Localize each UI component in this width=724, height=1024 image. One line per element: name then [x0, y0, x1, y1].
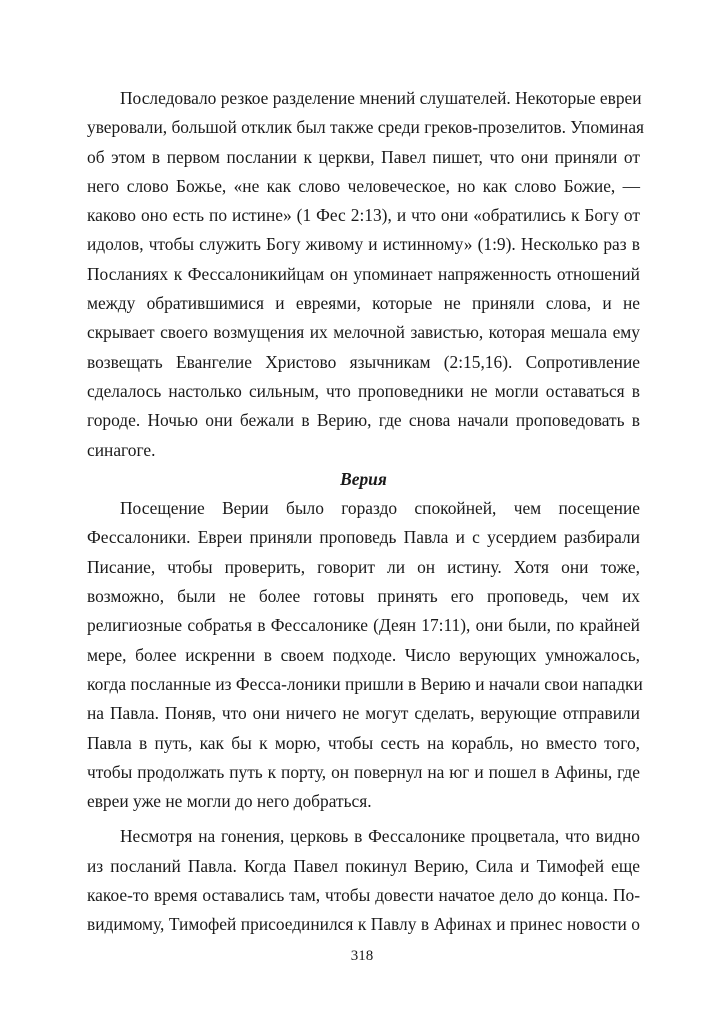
- text-line: видимому, Тимофей присоединился к Павлу в Афинах и принес новости о: [87, 914, 640, 935]
- text-line: Посланиях к Фессалоникийцам он упоминает напряженность отношений: [87, 263, 640, 284]
- text-line: Фессалоники. Евреи приняли проповедь Павла и с усердием разбирали: [87, 527, 640, 548]
- paragraph-3: [87, 822, 640, 939]
- text-line: каково оно есть по истине» (1 Фес 2:13), и что они «обратились к Богу от: [87, 205, 640, 226]
- text-line: из посланий Павла. Когда Павел покинул Верию, Сила и Тимофей еще: [87, 855, 640, 876]
- text-line: Посещение Верии было гораздо спокойней, чем посещение: [120, 498, 640, 519]
- text-line: возможно, были не более готовы принять его проповедь, чем их: [87, 586, 640, 607]
- text-line: сделалось настолько сильным, что проповедники не могли оставаться в: [87, 380, 640, 401]
- text-line: когда посланные из Фесса-лоники пришли в Верию и начали свои нападки: [87, 673, 643, 694]
- text-line: об этом в первом послании к церкви, Павел пишет, что они приняли от: [87, 146, 640, 167]
- text-line: городе. Ночью они бежали в Верию, где снова начали проповедовать в: [87, 410, 640, 431]
- text-line: какое-то время оставались там, чтобы довести начатое дело до конца. По-: [87, 885, 640, 906]
- text-line: возвещать Евангелие Христово язычникам (2:15,16). Сопротивление: [87, 351, 640, 372]
- text-line: синагоге.: [87, 439, 156, 460]
- text-line: Последовало резкое разделение мнений слушателей. Некоторые евреи: [120, 88, 642, 108]
- text-line: на Павла. Поняв, что они ничего не могут сделать, верующие отправили: [87, 703, 640, 724]
- section-heading: Верия: [340, 468, 387, 489]
- text-line: между обратившимися и евреями, которые не приняли слова, и не: [87, 293, 640, 314]
- text-line: скрывает своего возмущения их мелочной завистью, которая мешала ему: [87, 322, 640, 343]
- page-body: [87, 84, 645, 940]
- text-line: религиозные собратья в Фессалонике (Деян 17:11), они были, по крайней: [87, 615, 640, 636]
- text-line: Павла в путь, как бы к морю, чтобы сесть на корабль, но вместо того,: [87, 732, 640, 753]
- text-line: него слово Божье, «не как слово человеческое, но как слово Божие, —: [87, 175, 640, 196]
- paragraph-1: [87, 84, 645, 465]
- text-line: чтобы продолжать путь к порту, он повернул на юг и пошел в Афины, где: [87, 761, 640, 782]
- text-line: идолов, чтобы служить Богу живому и истинному» (1:9). Несколько раз в: [87, 234, 640, 255]
- text-line: мере, более искренни в своем подходе. Число верующих умножалось,: [87, 644, 640, 665]
- text-line: евреи уже не могли до него добраться.: [87, 791, 372, 812]
- text-line: Писание, чтобы проверить, говорит ли он истину. Хотя они тоже,: [87, 556, 640, 577]
- page-number: 318: [350, 948, 374, 964]
- text-line: уверовали, большой отклик был также среди греков-прозелитов. Упоминая: [87, 117, 645, 138]
- paragraph-2: [87, 494, 643, 816]
- text-line: Несмотря на гонения, церковь в Фессалонике процветала, что видно: [120, 826, 640, 847]
